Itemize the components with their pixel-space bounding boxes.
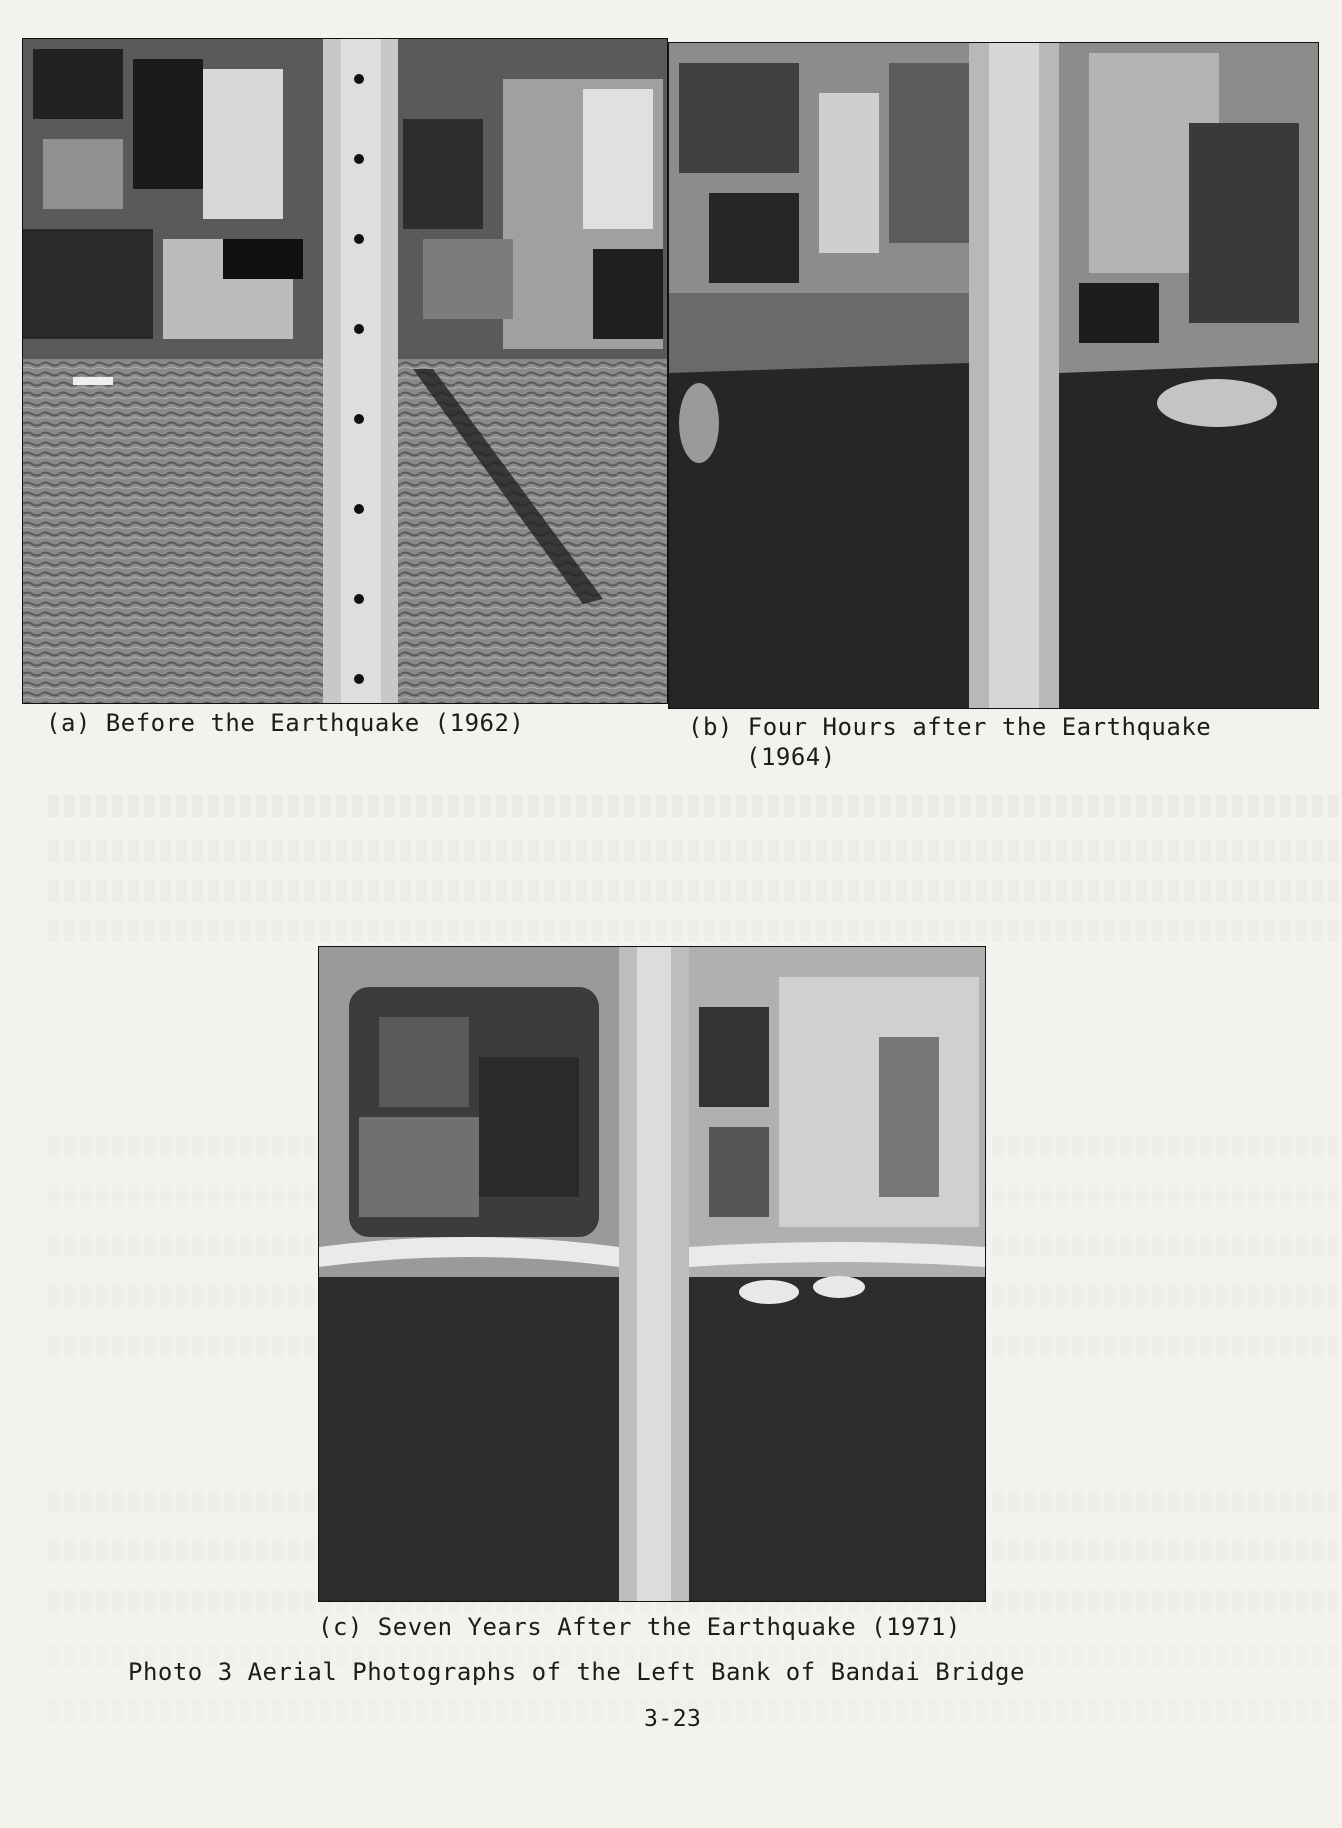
aerial-photo-seven-years-after (318, 946, 986, 1602)
aerial-photo-before-earthquake (22, 38, 668, 704)
aerial-photo-four-hours-after (668, 42, 1319, 709)
caption-photo-c: (c) Seven Years After the Earthquake (1971) (318, 1613, 961, 1641)
page-number: 3-23 (644, 1706, 702, 1732)
caption-photo-a: (a) Before the Earthquake (1962) (46, 709, 525, 737)
caption-photo-b-line1: (b) Four Hours after the Earthquake (688, 713, 1212, 741)
caption-photo-b-line2: (1964) (746, 743, 836, 771)
photo-title: Photo 3 Aerial Photographs of the Left Bank of Bandai Bridge (128, 1658, 1025, 1686)
